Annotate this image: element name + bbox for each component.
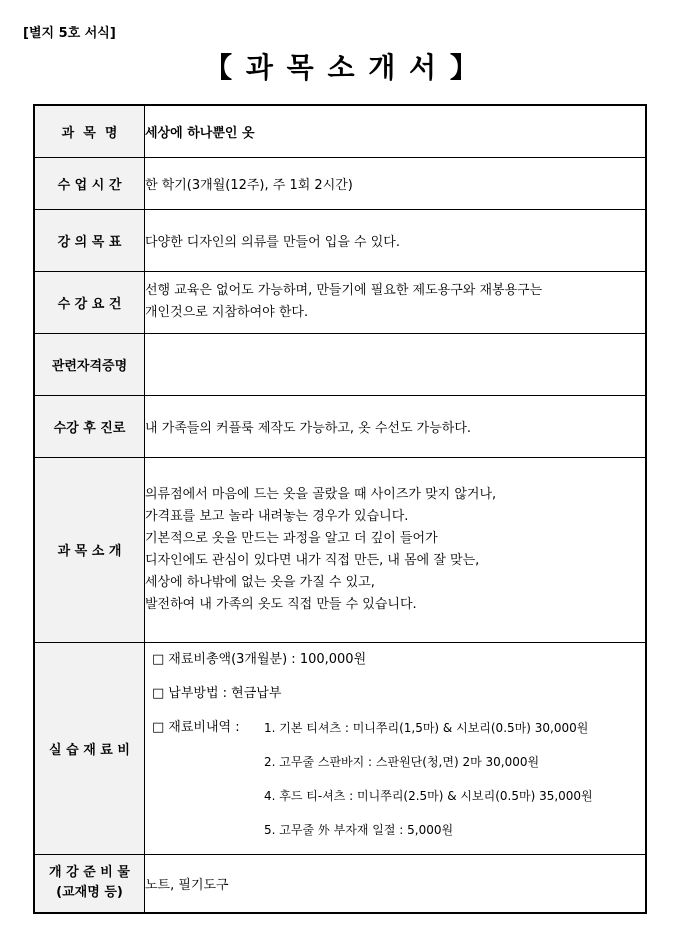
materials-detail-item: 5. 고무줄 外 부자재 일절 : 5,000원 (264, 822, 454, 837)
materials-detail-item: 4. 후드 티-셔츠 : 미니쭈리(2.5마) & 시보리(0.5마) 35,000원 (264, 788, 593, 803)
materials-detail-item: 1. 기본 티셔츠 : 미니쭈리(1,5마) & 시보리(0.5마) 30,000원 (264, 720, 589, 735)
class-hours-value: 한 학기(3개월(12주), 주 1회 2시간) (145, 157, 647, 209)
row-career (34, 395, 646, 457)
introduction-line: 세상에 하나밖에 없는 옷을 가질 수 있고, (145, 574, 375, 590)
introduction-line: 가격표를 보고 놀라 내려놓는 경우가 있습니다. (145, 508, 409, 524)
checkbox-icon: □ (152, 719, 165, 735)
introduction-value (145, 457, 647, 642)
materials-payment: □ 납부방법 : 현금납부 (152, 685, 282, 701)
objective-value: 다양한 디자인의 의류를 만들어 입을 수 있다. (145, 209, 647, 271)
materials-detail-item: 2. 고무줄 스판바지 : 스판원단(청,면) 2마 30,000원 (264, 754, 540, 769)
preparation-value: 노트, 필기도구 (145, 854, 647, 913)
requirements-line: 선행 교육은 없어도 가능하며, 만들기에 필요한 제도용구와 재봉용구는 (145, 283, 543, 298)
objective-label: 강 의 목 표 (34, 209, 145, 271)
requirements-line: 개인것으로 지참하여야 한다. (145, 305, 309, 320)
form-code: [별지 5호 서식] (23, 26, 116, 41)
checkbox-icon: □ (152, 651, 165, 667)
certificate-label: 관련자격증명 (34, 333, 145, 395)
preparation-label: 개 강 준 비 물 (교재명 등) (34, 854, 145, 913)
row-introduction (34, 457, 646, 642)
materials-total: □ 재료비총액(3개월분) : 100,000원 (152, 651, 367, 667)
requirements-value (145, 271, 647, 333)
materials-value (145, 642, 647, 854)
row-preparation (34, 854, 646, 913)
materials-label: 실 습 재 료 비 (34, 642, 145, 854)
certificate-value (145, 333, 647, 395)
introduction-line: 발전하여 내 가족의 옷도 직접 만들 수 있습니다. (145, 596, 417, 612)
row-class-hours (34, 157, 646, 209)
career-value: 내 가족들의 커플룩 제작도 가능하고, 옷 수선도 가능하다. (145, 395, 647, 457)
career-label: 수강 후 진로 (34, 395, 145, 457)
row-objective (34, 209, 646, 271)
course-name-label: 과 목 명 (34, 105, 145, 157)
class-hours-label: 수 업 시 간 (34, 157, 145, 209)
introduction-label: 과 목 소 개 (34, 457, 145, 642)
row-certificate (34, 333, 646, 395)
document-title: 【 과 목 소 개 서 】 (204, 51, 480, 84)
requirements-label: 수 강 요 건 (34, 271, 145, 333)
checkbox-icon: □ (152, 685, 165, 701)
row-course-name (34, 105, 646, 157)
row-requirements (34, 271, 646, 333)
introduction-line: 의류점에서 마음에 드는 옷을 골랐을 때 사이즈가 맞지 않거나, (145, 486, 497, 502)
row-materials (34, 642, 646, 854)
course-intro-form (33, 104, 647, 914)
materials-details-first (152, 718, 645, 752)
introduction-line: 디자인에도 관심이 있다면 내가 직접 만든, 내 몸에 잘 맞는, (145, 552, 480, 568)
introduction-line: 기본적으로 옷을 만드는 과정을 알고 더 깊이 들어가 (145, 530, 438, 546)
materials-details-label: 재료비내역 : (168, 719, 240, 735)
course-name-value: 세상에 하나뿐인 옷 (145, 105, 647, 157)
